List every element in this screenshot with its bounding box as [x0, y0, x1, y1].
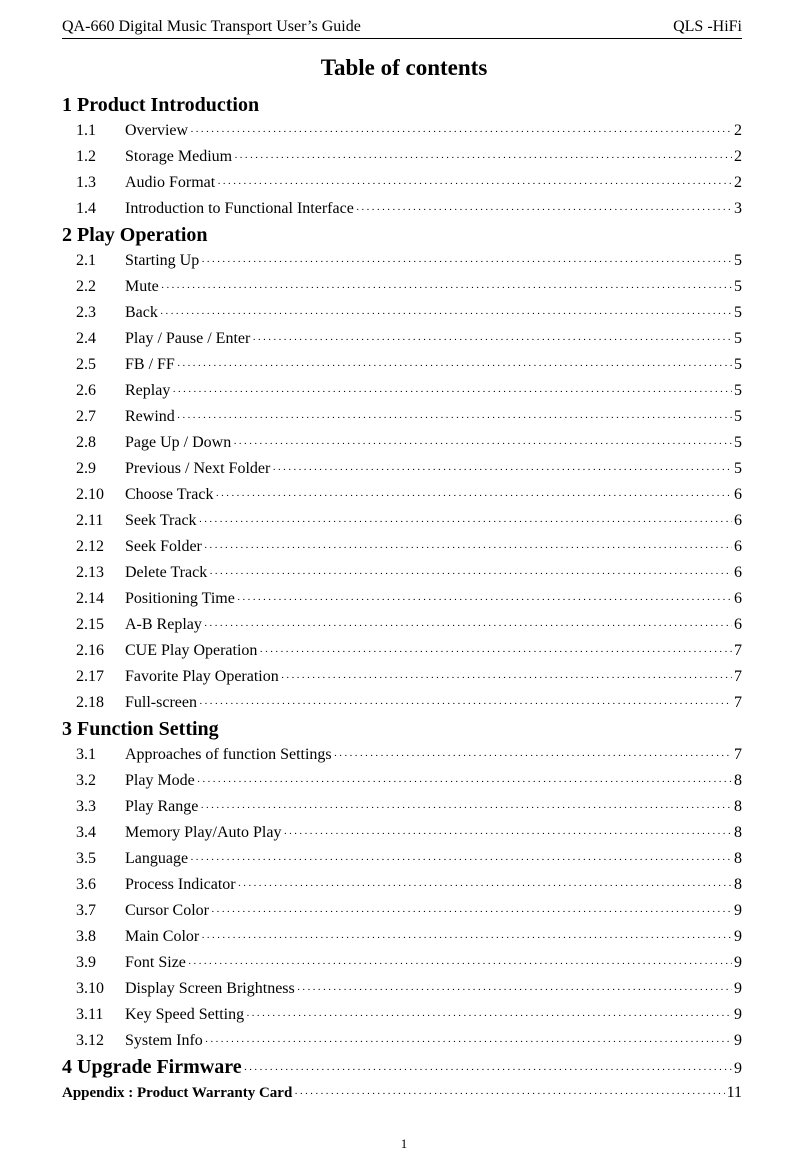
toc-entry-number: 2.12	[76, 538, 104, 555]
toc-entry-page: 7	[734, 746, 742, 763]
toc-entry-label: Cursor Color	[125, 902, 209, 919]
toc-entry-number: 2.7	[76, 408, 96, 425]
toc-entry-number: 2.4	[76, 330, 96, 347]
dot-leader	[294, 1081, 724, 1107]
toc-entry-number: 2.3	[76, 304, 96, 321]
toc-entry-number: 2.14	[76, 590, 104, 607]
toc-section-entry[interactable]	[62, 820, 742, 846]
toc-entry-label: 2 Play Operation	[62, 224, 208, 246]
toc-section-entry[interactable]	[62, 976, 742, 1002]
toc-entry-label: A-B Replay	[125, 616, 202, 633]
toc-entry-label: 3 Function Setting	[62, 718, 219, 740]
toc-entry-label: Play / Pause / Enter	[125, 330, 251, 347]
dot-leader	[190, 847, 732, 873]
toc-entry-number: 2.11	[76, 512, 104, 529]
dot-leader	[356, 197, 732, 223]
toc-entry-number: 1.2	[76, 148, 96, 165]
toc-entry-page: 2	[734, 174, 742, 191]
toc-entry-number: 3.6	[76, 876, 96, 893]
brand-name: QLS -HiFi	[673, 18, 742, 35]
toc-entry-label: Full-screen	[125, 694, 197, 711]
toc-entry-number: 2.10	[76, 486, 104, 503]
toc-entry-number: 1.3	[76, 174, 96, 191]
toc-section-entry[interactable]	[62, 352, 742, 378]
toc-entry-page: 6	[734, 564, 742, 581]
toc-entry-page: 5	[734, 460, 742, 477]
dot-leader	[199, 509, 732, 535]
toc-entry-number: 2.6	[76, 382, 96, 399]
toc-section-entry[interactable]	[62, 924, 742, 950]
toc-entry-label: 4 Upgrade Firmware	[62, 1056, 242, 1078]
toc-entry-page: 5	[734, 330, 742, 347]
toc-entry-page: 8	[734, 772, 742, 789]
dot-leader	[217, 171, 732, 197]
dot-leader	[237, 587, 732, 613]
toc-section-entry[interactable]	[62, 456, 742, 482]
toc-entry-number: 2.2	[76, 278, 96, 295]
toc-entry-page: 3	[734, 200, 742, 217]
toc-entry-label: Page Up / Down	[125, 434, 232, 451]
toc-entry-label: Key Speed Setting	[125, 1006, 245, 1023]
toc-entry-label: Play Range	[125, 798, 199, 815]
toc-entry-page: 8	[734, 876, 742, 893]
toc-entry-page: 8	[734, 824, 742, 841]
toc-entry-number: 3.1	[76, 746, 96, 763]
toc-entry-number: 3.9	[76, 954, 96, 971]
toc-entry-page: 8	[734, 850, 742, 867]
dot-leader	[204, 535, 732, 561]
toc-entry-number: 1.1	[76, 122, 96, 139]
toc-chapter-entry[interactable]	[62, 92, 742, 118]
toc-entry-label: Favorite Play Operation	[125, 668, 279, 685]
toc-section-entry[interactable]	[62, 846, 742, 872]
toc-entry-number: 3.12	[76, 1032, 104, 1049]
dot-leader	[204, 613, 732, 639]
dot-leader	[259, 639, 732, 665]
toc-entry-page: 5	[734, 278, 742, 295]
toc-section-entry[interactable]	[62, 144, 742, 170]
toc-entry-label: CUE Play Operation	[125, 642, 258, 659]
toc-chapter-entry[interactable]	[62, 1054, 742, 1080]
toc-entry-number: 3.4	[76, 824, 96, 841]
toc-entry-page: 9	[734, 954, 742, 971]
dot-leader	[272, 457, 732, 483]
toc-entry-page: 6	[734, 616, 742, 633]
toc-section-entry[interactable]	[62, 1002, 742, 1028]
toc-entry-number: 2.15	[76, 616, 104, 633]
dot-leader	[205, 1029, 732, 1055]
dot-leader	[201, 249, 732, 275]
toc-entry-label: Memory Play/Auto Play	[125, 824, 282, 841]
dot-leader	[197, 769, 732, 795]
toc-entry-number: 2.5	[76, 356, 96, 373]
toc-chapter-entry[interactable]	[62, 222, 742, 248]
toc-section-entry[interactable]	[62, 430, 742, 456]
toc-entry-label: Starting Up	[125, 252, 200, 269]
toc-entry-number: 3.3	[76, 798, 96, 815]
dot-leader	[201, 925, 732, 951]
dot-leader	[160, 301, 732, 327]
table-of-contents	[62, 92, 742, 1106]
toc-entry-label: Previous / Next Folder	[125, 460, 271, 477]
dot-leader	[211, 899, 732, 925]
toc-entry-page: 2	[734, 122, 742, 139]
toc-entry-label: Display Screen Brightness	[125, 980, 295, 997]
toc-section-entry[interactable]	[62, 794, 742, 820]
toc-entry-number: 2.1	[76, 252, 96, 269]
dot-leader	[172, 379, 732, 405]
toc-entry-page: 5	[734, 434, 742, 451]
toc-entry-number: 2.9	[76, 460, 96, 477]
dot-leader	[200, 795, 732, 821]
toc-entry-page: 7	[734, 694, 742, 711]
toc-entry-number: 2.16	[76, 642, 104, 659]
toc-entry-number: 3.10	[76, 980, 104, 997]
dot-leader	[281, 665, 732, 691]
toc-entry-label: Language	[125, 850, 189, 867]
toc-entry-label: Storage Medium	[125, 148, 233, 165]
toc-section-entry[interactable]	[62, 612, 742, 638]
toc-entry-label: Seek Track	[125, 512, 197, 529]
toc-entry-page: 6	[734, 512, 742, 529]
toc-entry-number: 3.2	[76, 772, 96, 789]
dot-leader	[190, 119, 732, 145]
toc-entry-label: Choose Track	[125, 486, 214, 503]
toc-section-entry[interactable]	[62, 118, 742, 144]
page-header	[62, 16, 742, 39]
toc-entry-number: 2.17	[76, 668, 104, 685]
toc-section-entry[interactable]	[62, 768, 742, 794]
toc-section-entry[interactable]	[62, 274, 742, 300]
toc-entry-label: Overview	[125, 122, 189, 139]
toc-entry-label: Main Color	[125, 928, 200, 945]
toc-section-entry[interactable]	[62, 378, 742, 404]
toc-entry-label: Approaches of function Settings	[125, 746, 332, 763]
dot-leader	[238, 873, 732, 899]
toc-entry-label: Font Size	[125, 954, 186, 971]
toc-entry-page: 7	[734, 668, 742, 685]
toc-entry-label: System Info	[125, 1032, 203, 1049]
toc-entry-label: Appendix : Product Warranty Card	[62, 1085, 293, 1101]
toc-section-entry[interactable]	[62, 170, 742, 196]
toc-section-entry[interactable]	[62, 586, 742, 612]
dot-leader	[177, 353, 732, 379]
toc-chapter-entry[interactable]	[62, 716, 742, 742]
toc-entry-page: 6	[734, 538, 742, 555]
toc-section-entry[interactable]	[62, 508, 742, 534]
toc-entry-page: 9	[734, 902, 742, 919]
dot-leader	[177, 405, 732, 431]
toc-entry-label: Audio Format	[125, 174, 216, 191]
toc-entry-label: 1 Product Introduction	[62, 94, 260, 116]
dot-leader	[209, 561, 732, 587]
toc-entry-number: 3.8	[76, 928, 96, 945]
toc-entry-number: 2.18	[76, 694, 104, 711]
dot-leader	[188, 951, 732, 977]
toc-entry-page: 6	[734, 590, 742, 607]
toc-entry-page: 5	[734, 382, 742, 399]
toc-entry-label: Rewind	[125, 408, 175, 425]
dot-leader	[297, 977, 732, 1003]
toc-section-entry[interactable]	[62, 482, 742, 508]
toc-section-entry[interactable]	[62, 534, 742, 560]
toc-entry-label: Delete Track	[125, 564, 208, 581]
toc-section-entry[interactable]	[62, 690, 742, 716]
toc-entry-number: 3.11	[76, 1006, 104, 1023]
toc-entry-page: 7	[734, 642, 742, 659]
toc-section-entry[interactable]	[62, 300, 742, 326]
toc-title: Table of contents	[320, 55, 488, 80]
toc-section-entry[interactable]	[62, 1028, 742, 1054]
page-number: 1	[400, 1136, 408, 1151]
dot-leader	[199, 691, 732, 717]
dot-leader	[252, 327, 732, 353]
document-title: QA-660 Digital Music Transport User’s Guide	[62, 18, 361, 35]
toc-entry-number: 2.8	[76, 434, 96, 451]
toc-entry-number: 1.4	[76, 200, 96, 217]
toc-section-entry[interactable]	[62, 326, 742, 352]
toc-entry-page: 2	[734, 148, 742, 165]
toc-entry-page: 11	[726, 1084, 742, 1101]
toc-entry-page: 5	[734, 356, 742, 373]
toc-section-entry[interactable]	[62, 898, 742, 924]
toc-entry-page: 9	[734, 980, 742, 997]
toc-entry-label: Play Mode	[125, 772, 195, 789]
toc-entry-page: 5	[734, 408, 742, 425]
toc-entry-page: 9	[734, 1060, 742, 1077]
toc-entry-label: FB / FF	[125, 356, 175, 373]
toc-entry-number: 2.13	[76, 564, 104, 581]
toc-entry-label: Replay	[125, 382, 171, 399]
toc-entry-label: Introduction to Functional Interface	[125, 200, 354, 217]
toc-section-entry[interactable]	[62, 248, 742, 274]
dot-leader	[215, 483, 732, 509]
toc-entry-page: 9	[734, 928, 742, 945]
toc-entry-page: 5	[734, 304, 742, 321]
dot-leader	[233, 431, 732, 457]
toc-entry-page: 5	[734, 252, 742, 269]
dot-leader	[246, 1003, 732, 1029]
toc-section-entry[interactable]	[62, 742, 742, 768]
dot-leader	[161, 275, 732, 301]
toc-entry-page: 6	[734, 486, 742, 503]
toc-entry-label: Seek Folder	[125, 538, 202, 555]
toc-entry-number: 3.5	[76, 850, 96, 867]
dot-leader	[234, 145, 732, 171]
toc-entry-label: Back	[125, 304, 158, 321]
toc-appendix-entry[interactable]	[62, 1080, 742, 1106]
toc-entry-page: 9	[734, 1006, 742, 1023]
toc-entry-label: Positioning Time	[125, 590, 235, 607]
toc-entry-number: 3.7	[76, 902, 96, 919]
toc-section-entry[interactable]	[62, 404, 742, 430]
dot-leader	[334, 743, 732, 769]
toc-entry-label: Mute	[125, 278, 159, 295]
toc-section-entry[interactable]	[62, 560, 742, 586]
toc-entry-label: Process Indicator	[125, 876, 236, 893]
dot-leader	[283, 821, 732, 847]
toc-section-entry[interactable]	[62, 872, 742, 898]
toc-entry-page: 9	[734, 1032, 742, 1049]
toc-section-entry[interactable]	[62, 664, 742, 690]
toc-section-entry[interactable]	[62, 638, 742, 664]
toc-section-entry[interactable]	[62, 196, 742, 222]
toc-entry-page: 8	[734, 798, 742, 815]
toc-section-entry[interactable]	[62, 950, 742, 976]
